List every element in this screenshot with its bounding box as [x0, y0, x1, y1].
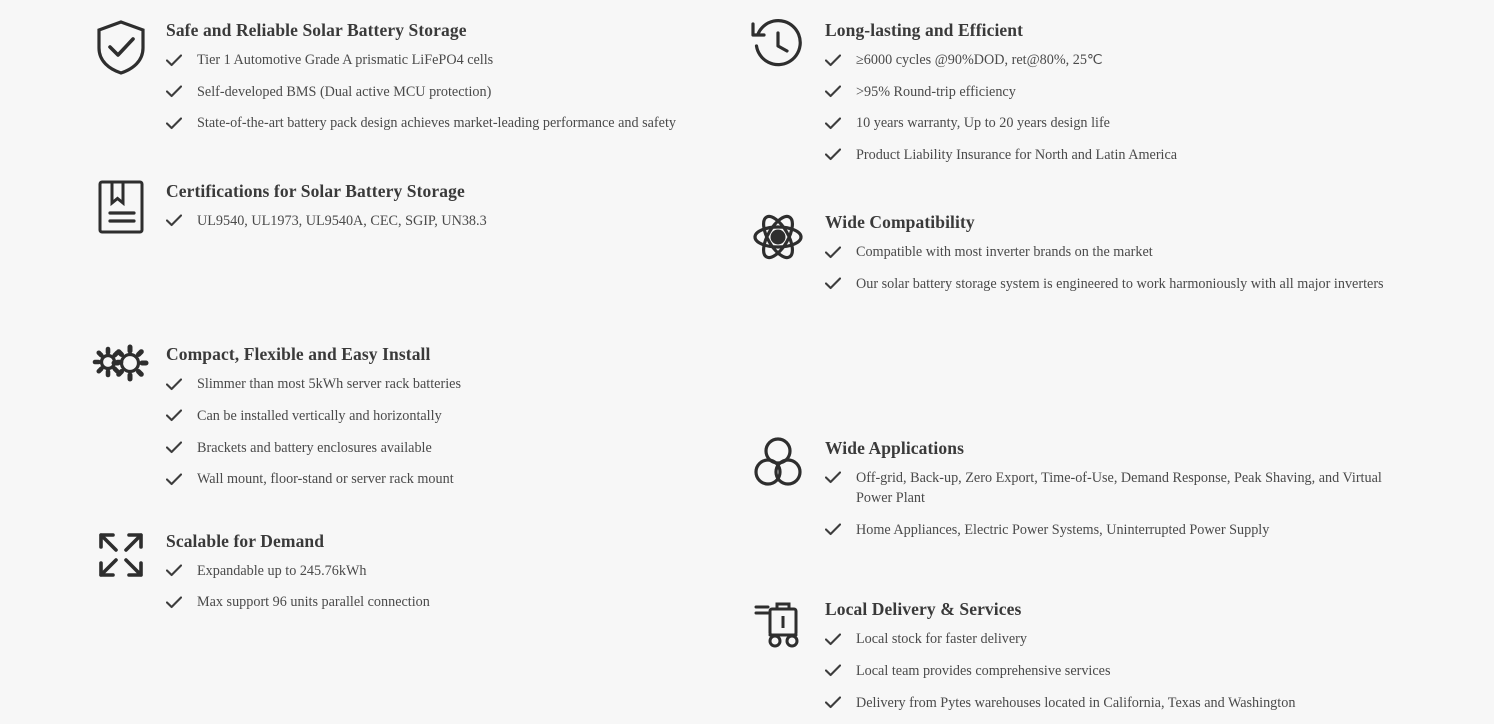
list-item [166, 592, 747, 613]
check-icon [166, 561, 188, 581]
shield-check-icon [90, 18, 152, 80]
list-item [166, 113, 747, 134]
bullet-text: Self-developed BMS (Dual active MCU protection) [197, 83, 492, 100]
feature-scalable [90, 529, 747, 624]
list-item [825, 145, 1494, 166]
check-icon [825, 242, 847, 262]
delivery-truck-icon [747, 597, 809, 659]
bullet-text: Max support 96 units parallel connection [197, 594, 430, 611]
feature-wide-applications [747, 436, 1494, 552]
list-item [825, 274, 1494, 295]
feature-title: Certifications for Solar Battery Storage [166, 180, 465, 201]
list-item [166, 82, 747, 103]
bullet-text: ≥6000 cycles @90%DOD, ret@80%, 25℃ [856, 52, 1103, 68]
list-item [825, 468, 1494, 509]
check-icon [825, 274, 847, 294]
list-item [825, 693, 1494, 714]
feature-title: Safe and Reliable Solar Battery Storage [166, 20, 467, 40]
feature-title: Local Delivery & Services [825, 599, 1022, 620]
check-icon [825, 82, 847, 102]
certificate-book-icon [90, 179, 152, 241]
list-item [166, 561, 747, 582]
list-item [825, 242, 1494, 263]
bullet-text: Expandable up to 245.76kWh [197, 562, 367, 579]
list-item [825, 82, 1494, 103]
feature-bullets [166, 211, 747, 232]
feature-certifications [90, 179, 747, 243]
check-icon [166, 406, 188, 426]
bullet-text: Can be installed vertically and horizontally [197, 407, 442, 424]
bullet-text: UL9540, UL1973, UL9540A, CEC, SGIP, UN38.3 [197, 212, 487, 229]
check-icon [825, 145, 847, 165]
bullet-text: Tier 1 Automotive Grade A prismatic LiFePO4 cells [197, 52, 494, 68]
circles-group-icon [747, 436, 809, 498]
list-item [825, 629, 1494, 650]
feature-body [825, 597, 1494, 724]
atom-icon [747, 210, 809, 272]
bullet-text: Our solar battery storage system is engineered to work harmoniously with all major inverters [856, 275, 1384, 292]
check-icon [166, 113, 188, 133]
list-item [825, 520, 1494, 541]
check-icon [166, 50, 188, 70]
feature-title: Wide Applications [825, 437, 964, 458]
features-column-right [747, 18, 1494, 724]
feature-wide-compatibility [747, 210, 1494, 305]
check-icon [166, 374, 188, 394]
feature-title: Wide Compatibility [825, 212, 975, 233]
features-column-left [0, 18, 747, 724]
feature-bullets [166, 561, 747, 613]
list-item [166, 438, 747, 459]
check-icon [825, 50, 847, 70]
list-item [825, 50, 1494, 71]
gears-icon [90, 342, 152, 404]
clock-history-icon [747, 18, 809, 80]
feature-local-delivery [747, 597, 1494, 724]
list-item [166, 50, 747, 71]
check-icon [166, 82, 188, 102]
check-icon [166, 592, 188, 612]
list-item [166, 374, 747, 395]
check-icon [825, 629, 847, 649]
feature-compact-install [90, 342, 747, 500]
list-item [166, 211, 747, 232]
expand-arrows-icon [90, 529, 152, 591]
check-icon [825, 468, 847, 488]
bullet-text: Home Appliances, Electric Power Systems, Uninterrupted Power Supply [856, 521, 1270, 538]
check-icon [825, 661, 847, 681]
list-item [166, 469, 747, 490]
list-item [825, 113, 1494, 134]
feature-body [166, 179, 747, 243]
bullet-text: Product Liability Insurance for North and Latin America [856, 146, 1178, 163]
feature-bullets [825, 50, 1494, 165]
check-icon [166, 469, 188, 489]
bullet-text: State-of-the-art battery pack design achieves market-leading performance and safety [197, 115, 676, 132]
bullet-text: Slimmer than most 5kWh server rack batteries [197, 376, 461, 393]
check-icon [825, 693, 847, 713]
feature-body [825, 18, 1494, 176]
feature-bullets [825, 468, 1494, 541]
bullet-text: >95% Round-trip efficiency [856, 83, 1016, 100]
feature-bullets [825, 629, 1494, 713]
bullet-text: Local stock for faster delivery [856, 631, 1027, 648]
feature-bullets [825, 242, 1494, 294]
feature-title: Long-lasting and Efficient [825, 20, 1024, 40]
bullet-text: Local team provides comprehensive services [856, 662, 1111, 679]
feature-body [166, 18, 747, 145]
bullet-text: Delivery from Pytes warehouses located in California, Texas and Washington [856, 694, 1296, 711]
feature-body [166, 342, 747, 500]
feature-safe-reliable [90, 18, 747, 145]
feature-body [825, 436, 1494, 552]
bullet-text: 10 years warranty, Up to 20 years design life [856, 115, 1110, 132]
list-item [166, 406, 747, 427]
bullet-text: Brackets and battery enclosures available [197, 439, 432, 456]
feature-title: Compact, Flexible and Easy Install [166, 344, 431, 365]
feature-body [825, 210, 1494, 305]
feature-body [166, 529, 747, 624]
check-icon [166, 211, 188, 231]
check-icon [166, 438, 188, 458]
feature-title: Scalable for Demand [166, 530, 325, 551]
bullet-text: Off-grid, Back-up, Zero Export, Time-of-Use, Demand Response, Peak Shaving, and Virtual Power Plant [856, 469, 1382, 507]
feature-bullets [166, 50, 747, 134]
feature-long-lasting [747, 18, 1494, 176]
check-icon [825, 520, 847, 540]
list-item [825, 661, 1494, 682]
bullet-text: Wall mount, floor-stand or server rack mount [197, 471, 454, 488]
feature-bullets [166, 374, 747, 489]
check-icon [825, 113, 847, 133]
bullet-text: Compatible with most inverter brands on the market [856, 244, 1153, 261]
